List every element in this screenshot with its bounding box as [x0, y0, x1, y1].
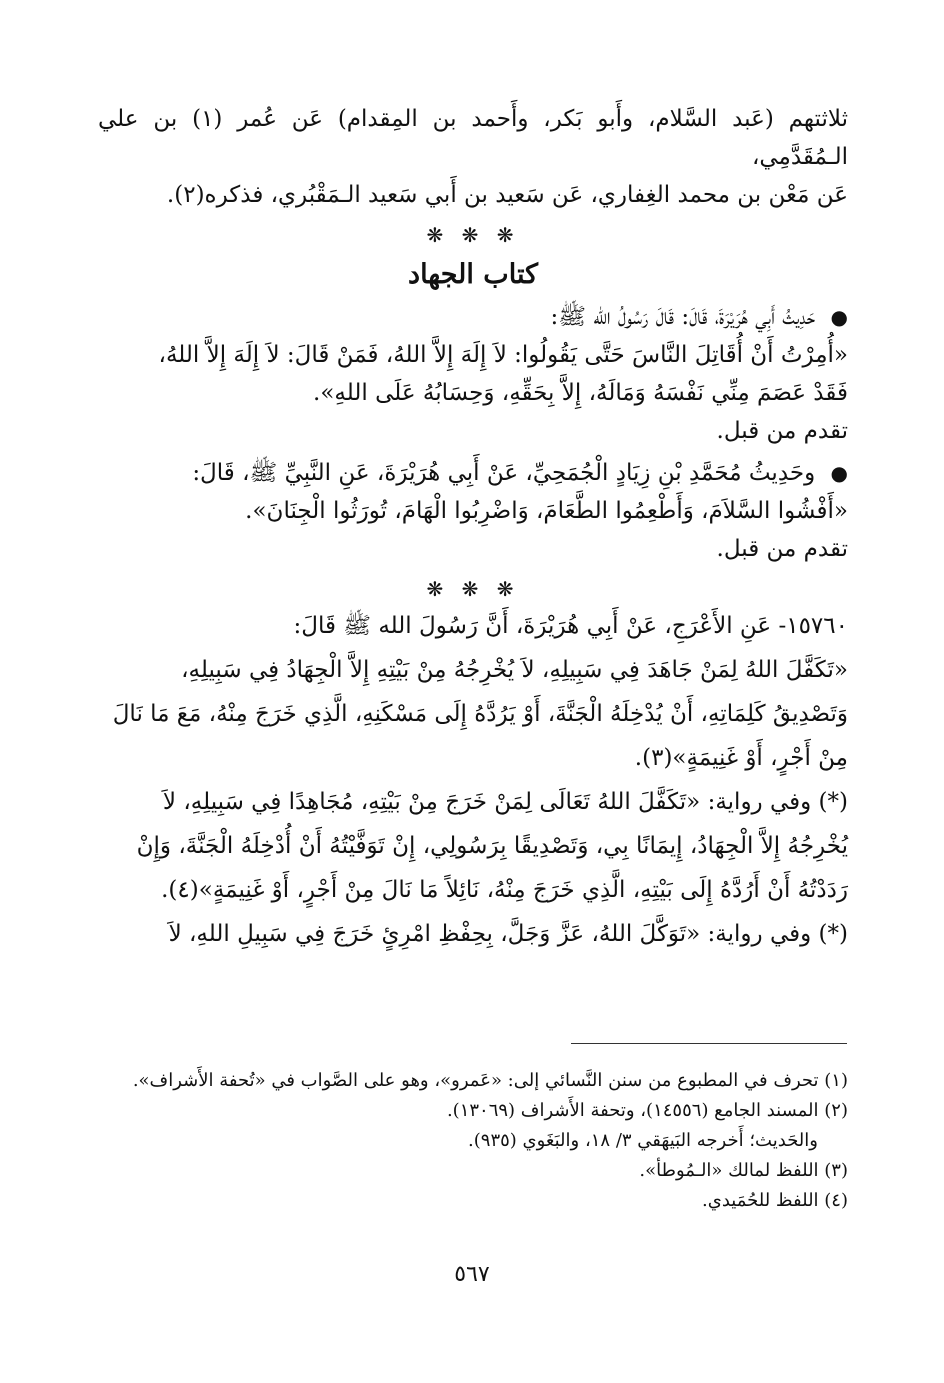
footnote-3: (٣) اللفظ لمالك «الـمُوطأ». — [639, 1160, 848, 1181]
riwaya1-line-3: رَدَدْتُهُ أَنْ أَرُدَّهُ إِلَى بَيْتِهِ، الَّذِي خَرَجَ مِنْهُ، نَائِلاً مَا نَالَ مِنْ أَجْرٍ، أَوْ غَنِيمَةٍ»(٤). — [161, 877, 848, 903]
intro-paragraph — [98, 100, 848, 214]
section-separator: ❋ ❋ ❋ — [426, 223, 520, 247]
entry1-line-2: «أُمِرْتُ أَنْ أُقَاتِلَ النَّاسَ حَتَّى يَقُولُوا: لاَ إِلَهَ إِلاَّ اللهُ، فَمَنْ قَالَ: لاَ إِلَهَ إِلاَّ اللهُ، — [158, 342, 848, 368]
riwaya2-line-1: (*) وفي رواية: «تَوَكَّلَ اللهُ، عَزَّ وَجَلَّ، بِحِفْظِ امْرِئٍ خَرَجَ فِي سَبِيلِ اللهِ، لاَ — [168, 921, 848, 947]
entry2-note: تقدم من قبل. — [716, 536, 848, 562]
riwaya-2 — [98, 914, 848, 954]
hadith-line-4: مِنْ أَجْرٍ، أَوْ غَنِيمَةٍ»(٣). — [634, 745, 848, 771]
entry1-line-1 — [98, 298, 848, 336]
riwaya-1 — [98, 782, 848, 910]
entry2-line-1-text: وحَدِيثُ مُحَمَّدِ بْنِ زِيَادٍ الْجُمَحِيِّ، عَنْ أَبِي هُرَيْرَةَ، عَنِ النَّبِيِّ ﷺ، قَالَ: — [192, 460, 816, 486]
intro-line-1: ثلاثتهم (عَبد السَّلام، وأَبو بَكر، وأَحمد بن المِقدام) عَن عُمر (١) بن علي الـمُقَدَّمِي، — [98, 106, 849, 170]
page-body — [98, 100, 848, 958]
entry2-line-1 — [98, 454, 848, 492]
section-separator: ❋ ❋ ❋ — [426, 577, 520, 601]
footnotes — [98, 1066, 848, 1216]
bullet-icon: ● — [830, 305, 848, 329]
hadith-line-3: وَتَصْدِيقُ كَلِمَاتِهِ، أَنْ يُدْخِلَهُ الْجَنَّةَ، أَوْ يَرُدَّهُ إِلَى مَسْكَنِهِ، الَّذِي خَرَجَ مِنْهُ، مَعَ مَا نَالَ — [112, 701, 848, 727]
entry1-line-1-text: حَدِيثُ أَبِي هُرَيْرَةَ، قَالَ: قَالَ رَسُولُ الله ﷺ: — [550, 304, 816, 330]
hadith-line-1: ١٥٧٦٠- عَنِ الأَعْرَجِ، عَنْ أَبِي هُرَيْرَةَ، أَنَّ رَسُولَ الله ﷺ قَالَ: — [293, 613, 848, 639]
footnote-divider — [571, 1043, 847, 1044]
footnote-1: (١) تحرف في المطبوع من سنن النَّسائي إلى: «عَمرو»، وهو على الصَّواب في «تُحفة الأَشراف». — [132, 1070, 848, 1091]
entry1-note: تقدم من قبل. — [716, 418, 848, 444]
hadith-line-2: «تَكَفَّلَ اللهُ لِمَنْ جَاهَدَ فِي سَبِيلِهِ، لاَ يُخْرِجُهُ مِنْ بَيْتِهِ إِلاَّ الْجِهَادُ فِي سَبِيلِهِ، — [181, 657, 848, 683]
footnote-4: (٤) اللفظ للحُمَيدي. — [702, 1190, 848, 1211]
hadith-15760 — [98, 606, 848, 778]
footnote-2-continued: والحَديث؛ أَخرجه البَيهَقي ٣/ ١٨، والبَغَوي (٩٣٥). — [468, 1130, 818, 1151]
entry-muhammad-ibn-ziyad — [98, 454, 848, 568]
footnote-2: (٢) المسند الجامع (١٤٥٥٦)، وتحفة الأَشراف (١٣٠٦٩). — [446, 1100, 848, 1121]
page-number: ٥٦٧ — [454, 1262, 490, 1287]
intro-line-2: عَن مَعْن بن محمد الغِفاري، عَن سَعيد بن أَبي سَعيد الـمَقْبُري، فذكره(٢). — [166, 182, 848, 208]
entry1-line-3: فَقَدْ عَصَمَ مِنِّي نَفْسَهُ وَمَالَهُ، إِلاَّ بِحَقِّهِ، وَحِسَابُهُ عَلَى اللهِ». — [313, 380, 848, 406]
chapter-heading: كتاب الجهاد — [408, 259, 538, 290]
entry-abu-hurayra — [98, 298, 848, 450]
entry2-line-2: «أَفْشُوا السَّلاَمَ، وَأَطْعِمُوا الطَّعَامَ، وَاضْرِبُوا الْهَامَ، تُورَثُوا الْجِنَانَ». — [245, 498, 848, 524]
bullet-icon: ● — [830, 461, 848, 485]
riwaya1-line-2: يُخْرِجُهُ إِلاَّ الْجِهَادُ، إِيمَانًا بِي، وَتَصْدِيقًا بِرَسُولِي، إِنْ تَوَفَّيْتُهُ أَنْ أُدْخِلَهُ الْجَنَّةَ، وَإِنْ — [136, 833, 848, 859]
riwaya1-line-1: (*) وفي رواية: «تَكَفَّلَ اللهُ تَعَالَى لِمَنْ خَرَجَ مِنْ بَيْتِهِ، مُجَاهِدًا فِي سَبِيلِهِ، لاَ — [162, 789, 848, 815]
